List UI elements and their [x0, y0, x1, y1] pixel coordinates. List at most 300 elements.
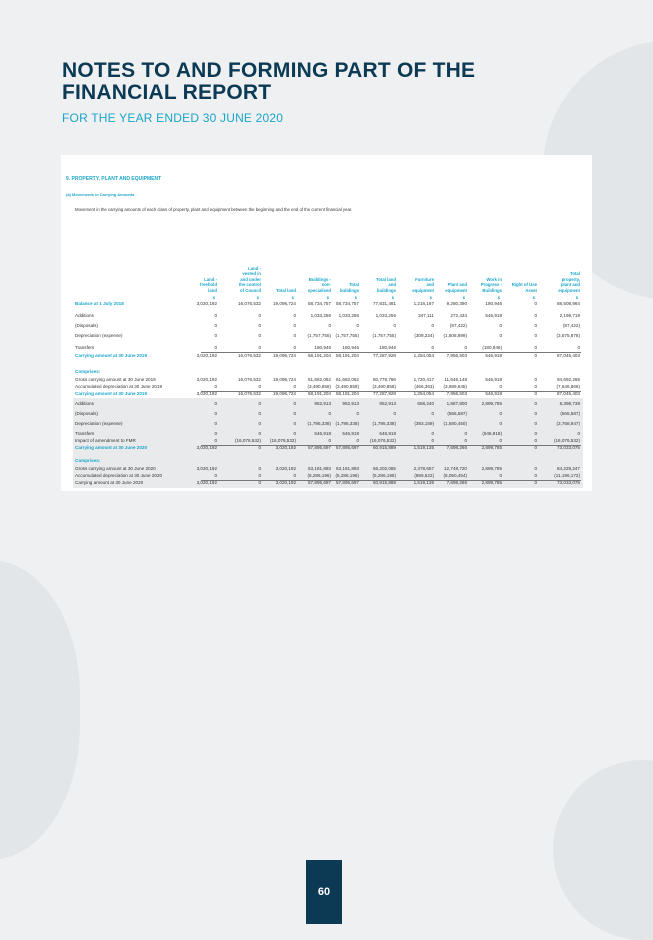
table-cell: 3,020,192 [196, 391, 217, 396]
table-cell: 16,076,532 [238, 377, 261, 382]
table-cell: 0 [534, 401, 537, 406]
column-header [223, 266, 261, 294]
table-cell: (1,757,755) [307, 333, 331, 338]
table-cell: 77,287,928 [373, 353, 396, 358]
table-cell: 58,191,204 [336, 391, 359, 396]
table-cell: 0 [258, 411, 261, 416]
currency-label: $ [354, 295, 357, 300]
row-label: Comprises: [75, 458, 101, 463]
currency-label: $ [462, 295, 465, 300]
table-cell: (565,587) [447, 411, 467, 416]
table-row [61, 301, 592, 307]
table-cell: (393,159) [414, 421, 434, 426]
column-header-line: Land - [248, 265, 261, 271]
column-header [499, 282, 537, 293]
table-cell: 0 [534, 466, 537, 471]
table-cell: 0 [499, 323, 502, 328]
table-cell: 3,020,192 [196, 445, 217, 450]
table-cell: 19,096,724 [273, 391, 296, 396]
column-header-line: Total land [276, 287, 296, 293]
table-cell: (3,768,947) [556, 421, 580, 426]
table-cell: 0 [328, 411, 331, 416]
table-row [61, 431, 592, 437]
table-cell: 0 [499, 421, 502, 426]
table-cell: 546,918 [379, 431, 396, 436]
table-cell: 88,508,984 [557, 301, 580, 306]
table-cell: 61,682,062 [336, 377, 359, 382]
currency-label: $ [575, 295, 578, 300]
table-cell: 0 [534, 345, 537, 350]
table-cell: 3,020,192 [275, 480, 296, 485]
column-header [258, 288, 296, 294]
table-cell: 0 [431, 438, 434, 443]
currency-label: $ [532, 295, 535, 300]
total-rule [201, 445, 581, 446]
table-cell: 952,913 [379, 401, 396, 406]
table-cell: 0 [356, 323, 359, 328]
table-cell: 0 [431, 411, 434, 416]
table-row [61, 480, 592, 486]
table-cell: 0 [464, 431, 467, 436]
row-label: Depreciation (expense) [75, 333, 123, 338]
table-cell: 0 [431, 431, 434, 436]
table-cell: 0 [293, 401, 296, 406]
table-cell: 1,033,256 [310, 313, 331, 318]
row-label: Accumulated depreciation at 30 June 2020 [75, 473, 163, 478]
currency-label: $ [326, 295, 329, 300]
table-cell: 1,216,167 [413, 301, 434, 306]
column-header-line: Asset [525, 287, 537, 293]
table-cell: 0 [328, 323, 331, 328]
table-cell: 0 [214, 438, 217, 443]
row-label: Gross carrying amount at 30 June 2019 [75, 377, 156, 382]
table-cell: 3,020,192 [196, 377, 217, 382]
table-row [61, 421, 592, 427]
table-cell: 0 [534, 473, 537, 478]
row-label: Carrying amount at 30 June 2020 [75, 480, 144, 485]
table-cell: 7,698,266 [446, 480, 467, 485]
table-cell: 0 [499, 438, 502, 443]
table-cell: 0 [293, 323, 296, 328]
table-cell: (3,689,645) [443, 384, 467, 389]
table-cell: (16,076,532) [553, 438, 580, 443]
table-cell: 0 [534, 313, 537, 318]
column-header-line: and [426, 282, 434, 287]
row-label: Transfers [75, 345, 95, 350]
table-cell: 0 [258, 333, 261, 338]
table-cell: 7,956,503 [446, 391, 467, 396]
column-header-line: land [208, 287, 217, 293]
column-header [321, 282, 359, 293]
column-header-line: specialised [307, 287, 331, 293]
table-cell: 1,519,135 [413, 480, 434, 485]
table-cell: 180,946 [342, 345, 359, 350]
table-cell: 0 [293, 421, 296, 426]
table-cell: 0 [258, 466, 261, 471]
table-cell: 19,096,724 [273, 301, 296, 306]
table-cell: 0 [214, 384, 217, 389]
table-cell: 0 [534, 391, 537, 396]
table-cell: (87,422) [562, 323, 580, 328]
column-header-line: and under [240, 276, 261, 282]
table-cell: 58,191,204 [336, 353, 359, 358]
table-cell: 0 [214, 431, 217, 436]
table-cell: 546,918 [485, 377, 502, 382]
column-header-line: buildings [376, 287, 396, 293]
column-header-line: Furniture [415, 276, 434, 282]
table-cell: 12,748,720 [444, 466, 467, 471]
table-cell: 0 [431, 323, 434, 328]
column-header-line: Work in [486, 276, 502, 282]
table-cell: 0 [293, 384, 296, 389]
table-cell: 546,918 [485, 353, 502, 358]
table-cell: 60,915,889 [373, 445, 396, 450]
table-cell: 0 [534, 411, 537, 416]
table-cell: 0 [293, 473, 296, 478]
table-cell: 0 [258, 384, 261, 389]
table-cell: 0 [534, 480, 537, 485]
column-header-line: of Council [239, 287, 261, 293]
table-cell: 0 [499, 333, 502, 338]
table-cell: 2,199,719 [559, 313, 580, 318]
table-cell: 0 [534, 301, 537, 306]
page-subtitle: FOR THE YEAR ENDED 30 JUNE 2020 [62, 111, 284, 125]
table-cell: 0 [534, 333, 537, 338]
table-cell: 2,378,657 [413, 466, 434, 471]
table-cell: 19,096,724 [273, 377, 296, 382]
total-rule [201, 480, 581, 481]
page-title [62, 60, 475, 104]
table-row [61, 333, 592, 339]
table-cell: 0 [328, 438, 331, 443]
table-cell: 3,020,192 [196, 466, 217, 471]
row-label: Carrying amount at 30 June 2020 [75, 445, 147, 450]
table-cell: 0 [534, 323, 537, 328]
table-cell: 0 [293, 333, 296, 338]
table-cell: 0 [356, 411, 359, 416]
table-cell: 0 [431, 345, 434, 350]
table-cell: 80,778,786 [373, 377, 396, 382]
table-cell: 58,734,757 [308, 301, 331, 306]
table-cell: 63,181,893 [308, 466, 331, 471]
table-row [61, 411, 592, 417]
table-row [61, 345, 592, 351]
table-cell: (3,575,878) [556, 333, 580, 338]
table-cell: 77,287,928 [373, 391, 396, 396]
page-title-line-1: NOTES TO AND FORMING PART OF THE [62, 59, 476, 82]
table-cell: 952,913 [342, 401, 359, 406]
table-row [61, 466, 592, 472]
table-cell: 952,913 [314, 401, 331, 406]
table-cell: 0 [577, 345, 580, 350]
row-label: Gross carrying amount at 30 June 2020 [75, 466, 156, 471]
table-cell: (11,196,172) [554, 473, 580, 478]
table-cell: (5,286,196) [372, 473, 396, 478]
table-cell: 0 [258, 323, 261, 328]
table-cell: 0 [577, 431, 580, 436]
table-cell: (1,795,338) [335, 421, 359, 426]
table-cell: (3,490,858) [372, 384, 396, 389]
table-cell: 0 [214, 323, 217, 328]
table-cell: 58,191,204 [308, 391, 331, 396]
table-cell: 347,111 [418, 313, 434, 318]
table-row [61, 384, 592, 390]
currency-label: $ [291, 295, 294, 300]
column-header [429, 282, 467, 293]
table-cell: 0 [499, 411, 502, 416]
table-cell: 0 [393, 323, 396, 328]
column-header [179, 277, 217, 294]
table-cell: 0 [293, 345, 296, 350]
table-cell: 0 [499, 384, 502, 389]
table-cell: 16,076,532 [238, 301, 261, 306]
table-cell: (309,224) [414, 333, 434, 338]
table-cell: 0 [258, 445, 261, 450]
table-row [61, 438, 592, 444]
section-subheading: (a) Movements in Carrying Amounts [66, 192, 135, 197]
row-label: (Disposals) [75, 323, 98, 328]
table-cell: 6,398,738 [559, 401, 580, 406]
table-row [61, 391, 592, 397]
table-cell: (7,646,866) [556, 384, 580, 389]
table-cell: (1,757,755) [335, 333, 359, 338]
table-cell: 3,020,192 [196, 353, 217, 358]
table-cell: 546,918 [485, 391, 502, 396]
table-row [61, 473, 592, 479]
table-cell: 0 [214, 421, 217, 426]
column-header-line: non- [321, 282, 331, 287]
column-header [464, 277, 502, 294]
table-cell: 0 [499, 473, 502, 478]
table-cell: (3,490,858) [335, 384, 359, 389]
table-cell: (546,918) [482, 431, 502, 436]
column-header-line: buildings [339, 287, 359, 293]
table-cell: 16,076,532 [238, 391, 261, 396]
table-cell: 272,434 [450, 313, 467, 318]
table-cell: 0 [258, 345, 261, 350]
currency-label: $ [497, 295, 500, 300]
table-row [61, 323, 592, 329]
table-cell: 63,181,893 [336, 466, 359, 471]
total-rule [201, 391, 581, 392]
table-cell: 0 [293, 411, 296, 416]
table-cell: 0 [258, 431, 261, 436]
column-header [358, 277, 396, 294]
table-cell: 3,020,192 [196, 301, 217, 306]
table-row [61, 445, 592, 451]
table-cell: 58,734,757 [336, 301, 359, 306]
row-label: Depreciation (expense) [75, 421, 123, 426]
table-cell: 180,946 [485, 301, 502, 306]
column-header-line: Buildings [482, 287, 502, 293]
table-cell: (87,422) [449, 323, 467, 328]
table-cell: (565,587) [560, 411, 580, 416]
table-cell: 1,254,054 [413, 353, 434, 358]
table-cell: 84,229,247 [557, 466, 580, 471]
table-cell: 2,899,785 [481, 480, 502, 485]
table-cell: 0 [258, 421, 261, 426]
table-cell: 73,033,075 [557, 445, 580, 450]
table-cell: 94,692,269 [557, 377, 580, 382]
row-label: Carrying amount at 30 June 2019 [75, 353, 147, 358]
column-header-line: Total [349, 282, 359, 287]
table-cell: 0 [214, 411, 217, 416]
table-cell: 61,682,062 [308, 377, 331, 382]
table-cell: 0 [534, 377, 537, 382]
table-cell: 180,946 [314, 345, 331, 350]
table-row [61, 377, 592, 383]
table-cell: 3,020,192 [196, 480, 217, 485]
table-cell: 16,076,532 [238, 353, 261, 358]
table-cell: 3,020,192 [275, 445, 296, 450]
table-cell: 1,519,135 [413, 445, 434, 450]
table-cell: 57,895,697 [308, 480, 331, 485]
table-cell: 0 [356, 438, 359, 443]
table-row [61, 458, 592, 464]
table-cell: 1,033,256 [375, 313, 396, 318]
table-cell: 19,096,724 [273, 353, 296, 358]
row-label: Comprises: [75, 369, 101, 374]
table-cell: (5,050,454) [443, 473, 467, 478]
table-cell: 77,831,481 [373, 301, 396, 306]
table-cell: 0 [464, 345, 467, 350]
table-row [61, 369, 592, 375]
table-cell: 57,895,697 [336, 445, 359, 450]
table-cell: 0 [293, 313, 296, 318]
table-cell: 0 [214, 473, 217, 478]
column-header-line: the control [238, 282, 261, 287]
background-decoration [553, 760, 653, 940]
table-cell: 2,899,785 [481, 401, 502, 406]
column-header-line: equipment [412, 287, 434, 293]
row-label: Impact of amendment to FMR [75, 438, 136, 443]
table-cell: 1,254,054 [413, 391, 434, 396]
table-cell: 546,918 [485, 313, 502, 318]
table-cell: 73,033,075 [557, 480, 580, 485]
table-row [61, 313, 592, 319]
column-header-line: Total land [376, 276, 396, 282]
table-cell: 7,956,503 [446, 353, 467, 358]
table-cell: (16,076,532) [234, 438, 261, 443]
table-cell: 11,646,148 [444, 377, 467, 382]
table-cell: 658,240 [417, 401, 434, 406]
column-header-line: Progress - [480, 282, 502, 287]
column-header-line: vested in [242, 271, 261, 276]
row-label: Transfers [75, 431, 95, 436]
row-label: Balance at 1 July 2018 [75, 301, 124, 306]
currency-label: $ [212, 295, 215, 300]
page-title-line-2: FINANCIAL REPORT [62, 81, 272, 104]
column-header-line: Land - [204, 276, 217, 282]
table-cell: 87,045,403 [557, 391, 580, 396]
currency-label: $ [391, 295, 394, 300]
table-cell: 546,918 [342, 431, 359, 436]
section-heading: 9. PROPERTY, PLANT AND EQUIPMENT [66, 176, 162, 182]
column-header [542, 271, 580, 293]
table-cell: 0 [534, 438, 537, 443]
table-cell: (1,795,338) [372, 421, 396, 426]
table-cell: (16,076,532) [369, 438, 396, 443]
table-cell: 0 [214, 401, 217, 406]
table-cell: 0 [534, 421, 537, 426]
table-cell: 180,946 [379, 345, 396, 350]
table-cell: (1,757,755) [372, 333, 396, 338]
table-cell: 9,280,390 [446, 301, 467, 306]
table-cell: 1,033,256 [338, 313, 359, 318]
table-cell: 546,918 [314, 431, 331, 436]
table-cell: (1,508,899) [443, 333, 467, 338]
table-cell: 58,191,204 [308, 353, 331, 358]
table-cell: (1,795,338) [307, 421, 331, 426]
column-header-line: Right of Use [511, 282, 537, 287]
column-header-line: property, [561, 276, 580, 282]
column-header-line: plant and [560, 282, 580, 287]
table-cell: 0 [534, 353, 537, 358]
row-label: Additions [75, 401, 94, 406]
table-cell: 0 [214, 333, 217, 338]
column-header-line: and [388, 282, 396, 287]
page-number: 60 [306, 860, 342, 924]
table-cell: 87,045,403 [557, 353, 580, 358]
column-header-line: freehold [200, 282, 217, 287]
table-cell: 60,915,889 [373, 480, 396, 485]
total-rule [201, 352, 581, 353]
currency-label: $ [256, 295, 259, 300]
table-cell: (466,363) [414, 384, 434, 389]
table-cell: 7,698,266 [446, 445, 467, 450]
table-cell: (859,522) [414, 473, 434, 478]
ppe-movements-table [61, 221, 592, 485]
table-cell: 66,202,085 [373, 466, 396, 471]
background-decoration [0, 560, 80, 860]
row-label: Carrying amount at 30 June 2019 [75, 391, 147, 396]
table-cell: 57,895,697 [308, 445, 331, 450]
table-cell: 1,720,417 [413, 377, 434, 382]
column-header-line: equipment [445, 287, 467, 293]
table-cell: 0 [258, 401, 261, 406]
table-cell: 0 [534, 445, 537, 450]
section-intro: Movement in the carrying amounts of each class of property, plant and equipment between the beginning and the end of the current financial year. [75, 207, 353, 212]
table-cell: 0 [258, 313, 261, 318]
table-cell: 0 [214, 345, 217, 350]
column-header-line: Total [570, 271, 580, 276]
table-cell: 0 [534, 384, 537, 389]
table-cell: 1,887,800 [446, 401, 467, 406]
table-cell: 2,899,785 [481, 445, 502, 450]
table-cell: 57,895,697 [336, 480, 359, 485]
table-cell: 0 [258, 480, 261, 485]
table-row [61, 353, 592, 359]
column-header-line: equipment [558, 287, 580, 293]
table-cell: (16,076,532) [269, 438, 296, 443]
table-cell: (3,490,858) [307, 384, 331, 389]
table-cell: 0 [464, 438, 467, 443]
table-cell: (5,286,196) [335, 473, 359, 478]
table-cell: 0 [534, 431, 537, 436]
table-cell: 3,020,192 [275, 466, 296, 471]
table-header [61, 221, 592, 301]
table-cell: 0 [258, 473, 261, 478]
row-label: Additions [75, 313, 94, 318]
table-cell: (180,946) [482, 345, 502, 350]
table-cell: 0 [293, 431, 296, 436]
table-cell: (1,580,450) [443, 421, 467, 426]
table-cell: 0 [393, 411, 396, 416]
currency-label: $ [429, 295, 432, 300]
column-header-line: Buildings - [308, 276, 331, 282]
column-header-line: Plant and [447, 282, 467, 287]
table-cell: 2,899,785 [481, 466, 502, 471]
